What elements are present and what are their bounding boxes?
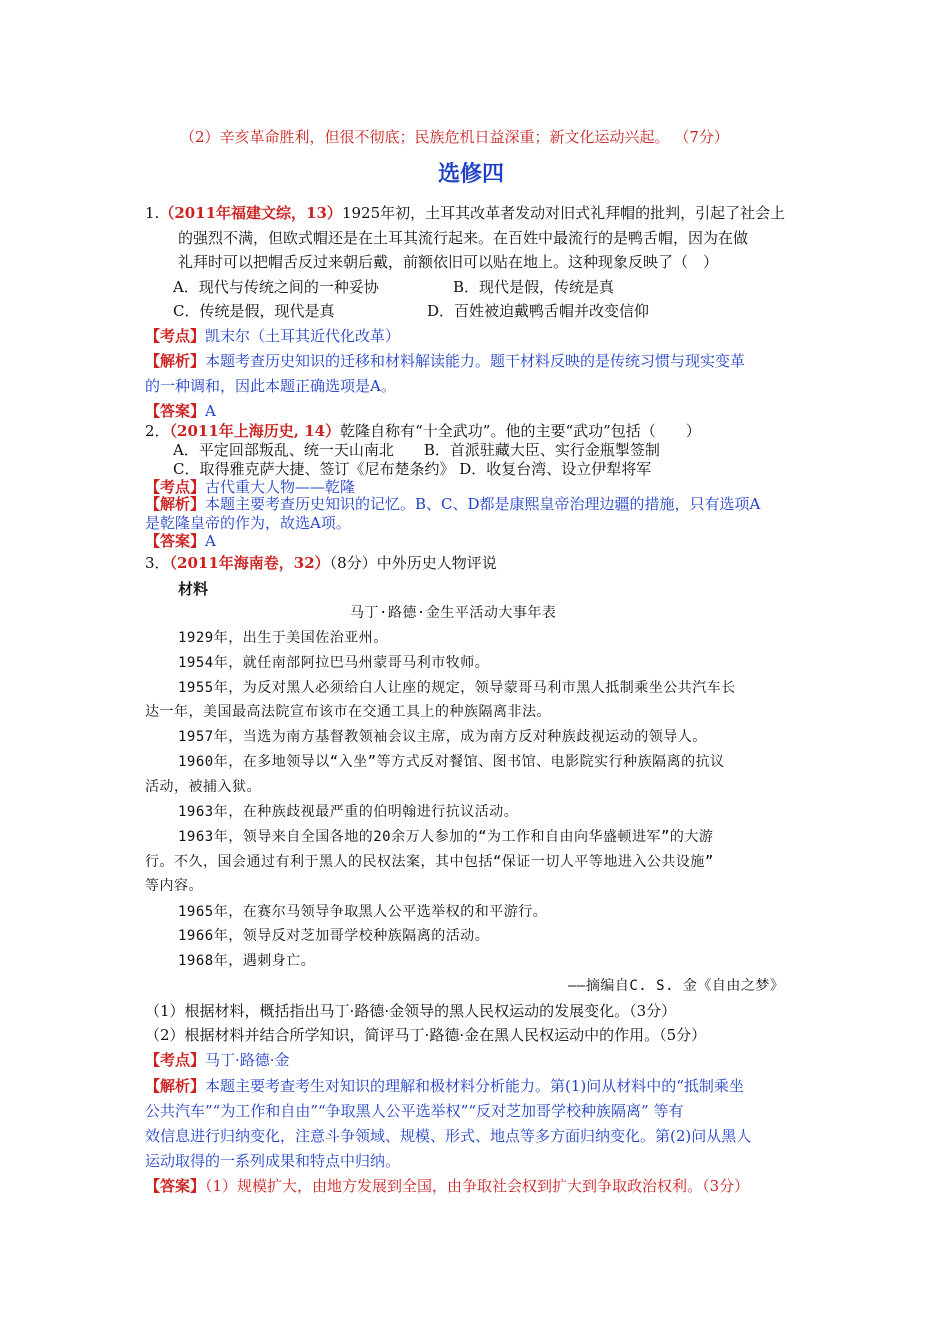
answer-label: 【答案】	[145, 1177, 206, 1195]
event-1966: 1966年，领导反对芝加哥学校种族隔离的活动。	[178, 928, 490, 944]
question-3-jiexi	[145, 1076, 744, 1096]
chronology-title: 马丁·路德·金生平活动大事年表	[350, 605, 557, 621]
event-1954: 1954年，就任南部阿拉巴马州蒙哥马利市牧师。	[178, 655, 490, 671]
sub-question-1: （1）根据材料，概括指出马丁·路德·金领导的黑人民权运动的发展变化。（3分）	[145, 1002, 677, 1020]
question-2-stem: 乾隆自称有“十全武功”。他的主要“武功”包括（ ）	[340, 422, 701, 440]
question-2-number: 2．	[145, 422, 170, 440]
event-1955-line-1: 1955年，为反对黑人必须给白人让座的规定，领导蒙哥马利市黑人抵制乘坐公共汽车长	[178, 680, 736, 696]
question-1-line-1	[145, 203, 785, 223]
question-1-option-d: D．百姓被迫戴鸭舌帽并改变信仰	[427, 302, 650, 320]
question-1-option-c: C．传统是假，现代是真	[173, 302, 335, 320]
question-3-kaodian	[145, 1050, 290, 1070]
previous-answer-line: （2）辛亥革命胜利，但很不彻底；民族危机日益深重；新文化运动兴起。 （7分）	[180, 128, 729, 146]
kaodian-text: 马丁·路德·金	[205, 1051, 290, 1069]
question-1-kaodian	[145, 326, 400, 346]
question-3-stem: （8分）中外历史人物评说	[329, 554, 497, 572]
question-3-line-1	[145, 553, 497, 573]
question-2-options-cd: C．取得雅克萨大捷、签订《尼布楚条约》 D．收复台湾、设立伊犁将军	[173, 460, 652, 478]
material-label: 材料	[178, 580, 209, 598]
event-1968: 1968年，遇刺身亡。	[178, 953, 316, 969]
event-1957: 1957年，当选为南方基督教领袖会议主席，成为南方反对种族歧视运动的领导人。	[178, 729, 707, 745]
jiexi-label: 【解析】	[145, 352, 206, 370]
event-1963-march-line-2: 行。不久，国会通过有利于黑人的民权法案，其中包括“保证一切人平等地进入公共设施”	[145, 854, 714, 870]
kaodian-label: 【考点】	[145, 478, 206, 496]
event-1955-line-2: 达一年，美国最高法院宣布该市在交通工具上的种族隔离非法。	[145, 704, 551, 720]
question-1-option-b: B．现代是假，传统是真	[453, 278, 615, 296]
question-3-answer	[145, 1176, 749, 1196]
answer-text: A	[205, 402, 216, 420]
jiexi-text-1: 本题主要考查考生对知识的理解和极材料分析能力。第(1)问从材料中的“抵制乘坐	[205, 1077, 744, 1095]
event-1960-line-2: 活动，被捕入狱。	[145, 779, 261, 795]
kaodian-text: 古代重大人物——乾隆	[205, 478, 356, 496]
question-2-source: （2011年上海历史, 14）	[169, 422, 341, 440]
question-2-answer	[145, 531, 216, 551]
jiexi-label: 【解析】	[145, 495, 206, 513]
question-2-jiexi	[145, 494, 760, 514]
event-1965: 1965年，在赛尔马领导争取黑人公平选举权的和平游行。	[178, 904, 548, 920]
answer-label: 【答案】	[145, 402, 206, 420]
kaodian-label: 【考点】	[145, 1051, 206, 1069]
sub-question-2: （2）根据材料并结合所学知识，简评马丁·路德·金在黑人民权运动中的作用。（5分）	[145, 1026, 707, 1044]
question-1-number: 1.	[145, 204, 160, 222]
event-1929: 1929年，出生于美国佐治亚州。	[178, 630, 388, 646]
question-1-jiexi-2: 的一种调和，因此本题正确选项是A。	[145, 377, 396, 395]
question-3-jiexi-4: 运动取得的一系列成果和特点中归纳。	[145, 1152, 401, 1170]
event-1963-birmingham: 1963年，在种族歧视最严重的伯明翰进行抗议活动。	[178, 804, 519, 820]
question-2-line-1	[145, 421, 701, 441]
answer-label: 【答案】	[145, 532, 206, 550]
answer-text: A	[205, 532, 216, 550]
jiexi-text-1: 本题考查历史知识的迁移和材料解读能力。题干材料反映的是传统习惯与现实变革	[205, 352, 746, 370]
question-1-source: （2011年福建文综，13）	[159, 204, 342, 222]
jiexi-label: 【解析】	[145, 1077, 206, 1095]
event-1963-march-line-1: 1963年，领导来自全国各地的20余万人参加的“为工作和自由向华盛顿进军”的大游	[178, 829, 714, 845]
section-title: 选修四	[438, 161, 505, 187]
question-1-option-a: A．现代与传统之间的一种妥协	[173, 278, 379, 296]
jiexi-text-1: 本题主要考查历史知识的记忆。B、C、D都是康熙皇帝治理边疆的措施，只有选项A	[205, 495, 761, 513]
question-3-source: （2011年海南卷，32）	[169, 554, 330, 572]
question-1-stem-2: 的强烈不满，但欧式帽还是在土耳其流行起来。在百姓中最流行的是鸭舌帽，因为在做	[178, 229, 749, 247]
question-3-jiexi-3: 效信息进行归纳变化，注意斗争领域、规模、形式、地点等多方面归纳变化。第(2)问从黑人	[145, 1127, 752, 1145]
question-1-jiexi	[145, 351, 745, 371]
question-2-jiexi-2: 是乾隆皇帝的作为，故选A项。	[145, 514, 351, 532]
event-1960-line-1: 1960年，在多地领导以“入坐”等方式反对餐馆、图书馆、电影院实行种族隔离的抗议	[178, 754, 725, 770]
event-1963-march-line-3: 等内容。	[145, 878, 203, 894]
question-1-stem-3: 礼拜时可以把帽舌反过来朝后戴，前额依旧可以贴在地上。这种现象反映了（ ）	[178, 253, 719, 271]
kaodian-label: 【考点】	[145, 327, 206, 345]
question-3-number: 3．	[145, 554, 170, 572]
answer-text: （1）规模扩大，由地方发展到全国，由争取社会权到扩大到争取政治权利。（3分）	[205, 1177, 750, 1195]
kaodian-text: 凯末尔（土耳其近代化改革）	[205, 327, 401, 345]
question-1-answer	[145, 401, 216, 421]
question-1-stem-1: 1925年初，土耳其改革者发动对旧式礼拜帽的批判，引起了社会上	[341, 204, 786, 222]
citation: ——摘编自C. S. 金《自由之梦》	[568, 978, 785, 994]
question-3-jiexi-2: 公共汽车”“为工作和自由”“争取黑人公平选举权”“反对芝加哥学校种族隔离” 等有	[145, 1102, 684, 1120]
question-2-options-ab: A．平定回部叛乱、统一天山南北 B．首派驻藏大臣、实行金瓶掣签制	[173, 441, 660, 459]
